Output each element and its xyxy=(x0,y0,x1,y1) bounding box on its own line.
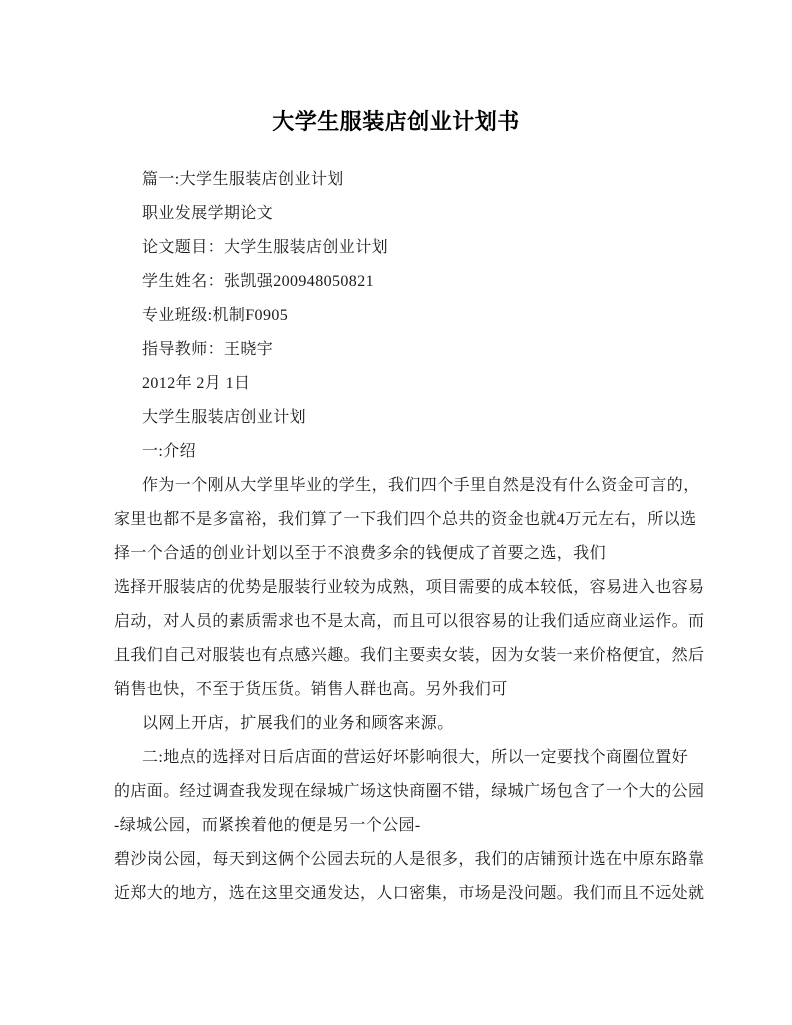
document-line: 指导教师：王晓宇 xyxy=(142,341,274,358)
document-line: 择一个合适的创业计划以至于不浪费多余的钱便成了首要之选，我们 xyxy=(114,545,607,562)
document-line: 学生姓名：张凯强200948050821 xyxy=(142,273,375,290)
document-line: 以网上开店，扩展我们的业务和顾客来源。 xyxy=(142,715,454,732)
document-line: 一:介绍 xyxy=(142,443,197,460)
document-line: -绿城公园，而紧挨着他的便是另一个公园- xyxy=(114,817,421,834)
document-line: 销售也快，不至于货压货。销售人群也高。另外我们可 xyxy=(114,681,508,698)
document-line: 且我们自己对服装也有点感兴趣。我们主要卖女装，因为女装一来价格便宜，然后 xyxy=(114,647,705,664)
document-line: 的店面。经过调查我发现在绿城广场这快商圈不错，绿城广场包含了一个大的公园 xyxy=(114,783,705,800)
document-line: 大学生服装店创业计划 xyxy=(142,409,307,426)
document-body xyxy=(0,163,792,911)
document-line: 篇一:大学生服装店创业计划 xyxy=(142,171,344,188)
document-line: 职业发展学期论文 xyxy=(142,205,274,222)
document-line: 论文题目：大学生服装店创业计划 xyxy=(142,239,389,256)
document-line: 作为一个刚从大学里毕业的学生，我们四个手里自然是没有什么资金可言的， xyxy=(142,477,700,494)
document-line: 二:地点的选择对日后店面的营运好坏影响很大，所以一定要找个商圈位置好 xyxy=(142,749,689,766)
document-line: 专业班级:机制F0905 xyxy=(142,307,289,324)
document-line: 选择开服装店的优势是服装行业较为成熟，项目需要的成本较低，容易进入也容易 xyxy=(114,579,705,596)
document-line: 近郑大的地方，选在这里交通发达，人口密集，市场是没问题。我们而且不远处就 xyxy=(114,885,705,902)
document-title: 大学生服装店创业计划书 xyxy=(272,109,520,134)
document-line: 2012年 2月 1日 xyxy=(142,375,251,392)
document-line: 碧沙岗公园，每天到这俩个公园去玩的人是很多，我们的店铺预计选在中原东路靠 xyxy=(114,851,705,868)
document-line: 启动，对人员的素质需求也不是太高，而且可以很容易的让我们适应商业运作。而 xyxy=(114,613,705,630)
document-line: 家里也都不是多富裕，我们算了一下我们四个总共的资金也就4万元左右，所以选 xyxy=(114,511,697,528)
